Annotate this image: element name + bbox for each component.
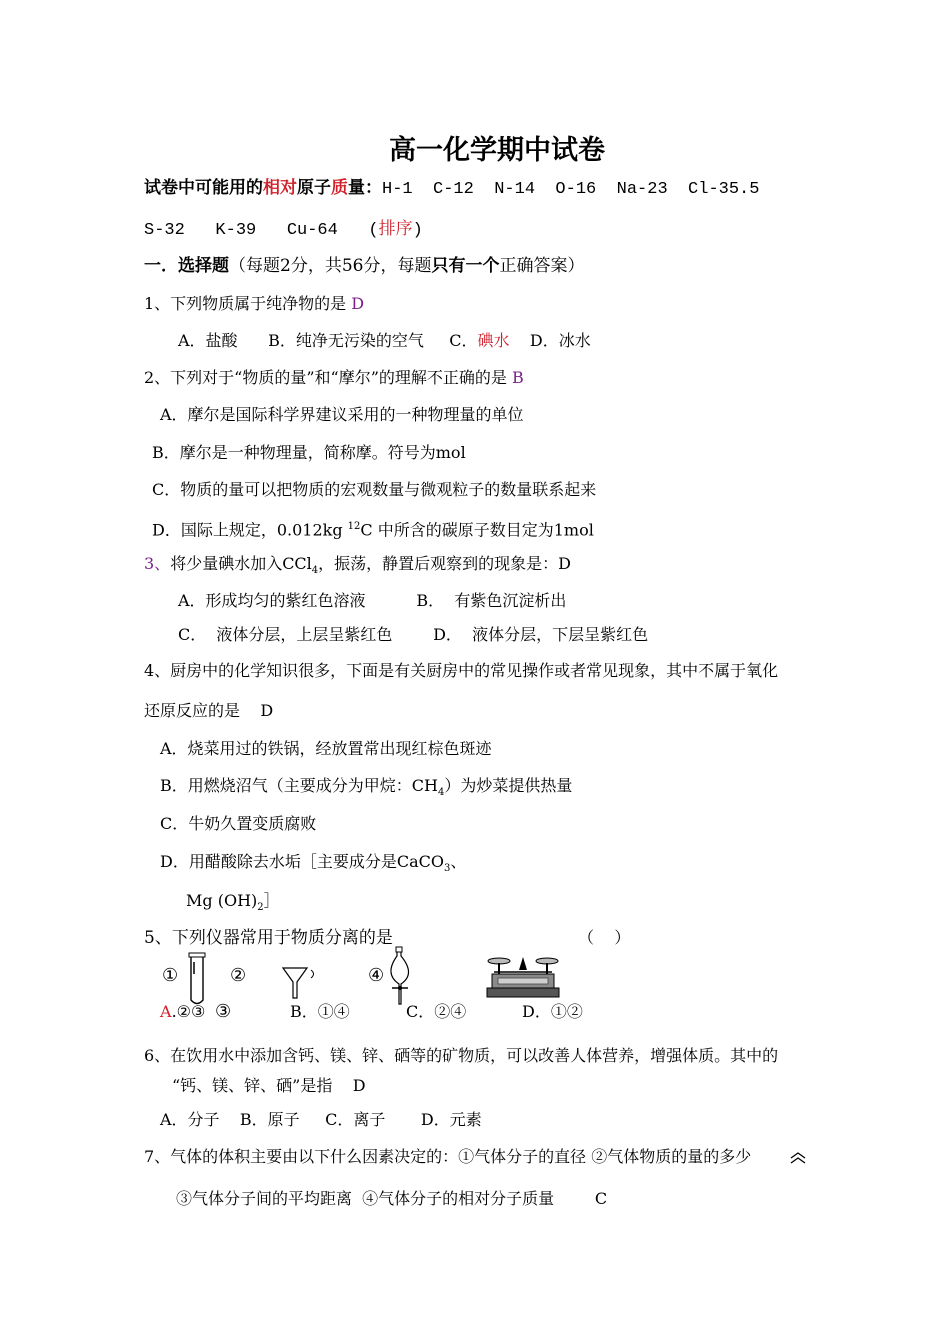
question-6-stem-line2: “钙、镁、锌、硒”是指 D xyxy=(172,1076,366,1095)
question-6-options: A．分子 B．原子 C．离子 D．元素 xyxy=(160,1110,482,1129)
section-heading: 一．选择题（每题2分，共56分，每题只有一个正确答案） xyxy=(144,256,585,276)
question-2-stem: 2、下列对于“物质的量”和“摩尔”的理解不正确的是 B xyxy=(144,368,524,387)
question-4-option-d: D．用醋酸除去水垢［主要成分是CaCO$_3$、 xyxy=(160,852,467,875)
apparatus-label-4: ④ xyxy=(368,965,385,986)
mass-header-line2: S-32 K-39 Cu-64 (排序) xyxy=(144,219,423,240)
apparatus-label-3: ③ xyxy=(215,1001,232,1022)
question-5-stem: 5、下列仪器常用于物质分离的是 xyxy=(144,928,393,948)
question-4-stem-line1: 4、厨房中的化学知识很多，下面是有关厨房中的常见操作或者常见现象，其中不属于氧化 xyxy=(144,661,779,680)
question-6-stem-line1: 6、在饮用水中添加含钙、镁、锌、硒等的矿物质，可以改善人体营养，增强体质。其中的 xyxy=(144,1046,779,1065)
test-tube-icon xyxy=(188,952,206,1008)
double-chevron-up-icon xyxy=(790,1151,806,1165)
question-2-option-c: C．物质的量可以把物质的宏观数量与微观粒子的数量联系起来 xyxy=(152,480,597,499)
question-5-option-d: D．①② xyxy=(522,1002,583,1021)
balance-icon xyxy=(486,952,560,1000)
question-4-option-b: B．用燃烧沼气（主要成分为甲烷：$CH_4$）为炒菜提供热量 xyxy=(160,776,573,799)
separatory-funnel-icon xyxy=(384,946,418,1008)
question-2-option-b: B．摩尔是一种物理量，简称摩。符号为mol xyxy=(152,443,466,462)
question-1-stem: 1、下列物质属于纯净物的是 D xyxy=(144,294,365,313)
page-title: 高一化学期中试卷 xyxy=(389,135,605,166)
question-4-option-c: C．牛奶久置变质腐败 xyxy=(160,814,317,833)
question-2-option-a: A．摩尔是国际科学界建议采用的一种物理量的单位 xyxy=(160,405,524,424)
question-4-stem-line2: 还原反应的是 D xyxy=(144,701,274,720)
apparatus-label-1: ① xyxy=(162,965,179,986)
question-3-options-ab: A．形成均匀的紫红色溶液 B． 有紫色沉淀析出 xyxy=(178,591,567,610)
question-5-answer-blank: （ ） xyxy=(578,928,631,947)
question-3-options-cd: C． 液体分层，上层呈紫红色 D． 液体分层，下层呈紫红色 xyxy=(178,625,649,644)
question-5-option-a: A.②③ xyxy=(160,1002,206,1021)
question-4-option-a: A．烧菜用过的铁锅，经放置常出现红棕色斑迹 xyxy=(160,739,492,758)
question-4-option-d-cont: Mg $(OH)_2]$ xyxy=(186,891,280,914)
question-1-options: A．盐酸 B．纯净无污染的空气 C．碘水 D．冰水 xyxy=(178,331,591,350)
question-5-option-c: C．②④ xyxy=(406,1002,467,1021)
question-7-stem-line2: ③气体分子间的平均距离 ④气体分子的相对分子质量 C xyxy=(176,1189,608,1208)
question-2-option-d: D．国际上规定，0.012kg $^{12}$C 中所含的碳原子数目定为1mol xyxy=(152,520,594,540)
question-3-stem: 3、将少量碘水加入CCl$_4$，振荡，静置后观察到的现象是：D xyxy=(144,554,572,577)
apparatus-label-2: ② xyxy=(230,965,247,986)
question-7-stem-line1: 7、气体的体积主要由以下什么因素决定的：①气体分子的直径 ②气体物质的量的多少 xyxy=(144,1147,752,1166)
mass-header-line1: 试卷中可能用的相对原子质量：H-1 C-12 N-14 O-16 Na-23 Cl-35.5 xyxy=(144,178,760,199)
question-5-option-b: B．①④ xyxy=(290,1002,350,1021)
funnel-icon xyxy=(282,966,318,1000)
